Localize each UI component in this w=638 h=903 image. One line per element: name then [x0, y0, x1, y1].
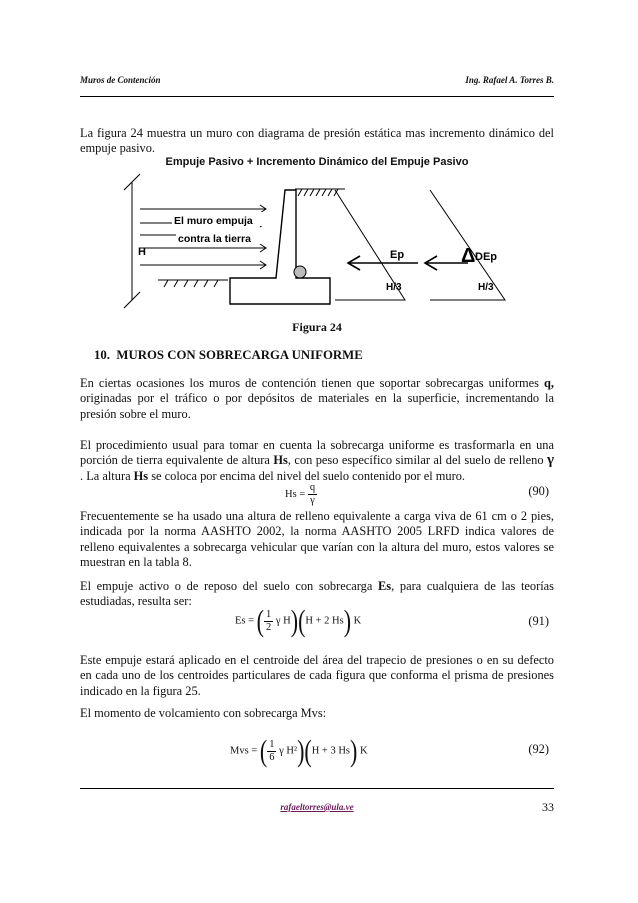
label-H: H: [138, 246, 146, 258]
eq91-paren: H + 2 Hs: [305, 615, 344, 627]
label-H3-b: H/3: [478, 282, 494, 293]
eq92-number: (92): [528, 742, 549, 756]
retaining-wall: [230, 190, 330, 304]
eq90-lhs: Hs: [285, 488, 297, 500]
height-dimension: [124, 174, 140, 308]
equation-90: Hs = $\frac{q}{\gamma}$ (90): [285, 482, 549, 506]
section-number: 10.: [94, 348, 110, 362]
eq90-number: (90): [528, 484, 549, 498]
figure-24-diagram: [80, 168, 554, 318]
label-push-2: contra la tierra: [178, 233, 251, 245]
eq92-paren: H + 3 Hs: [311, 745, 351, 757]
eq92-body: γ H²: [279, 745, 298, 757]
paragraph-3: Frecuentemente se ha usado una altura de relleno equivalente a carga viva de 61 cm o 2 pies, indicada por la norma AASHTO 2002, la norma AASHTO 2005 LRFD indica valores de relleno equivalentes a sobrecarga vehicular que varían con la altura del muro, estos valores se muestran en la tabla 8.: [80, 509, 554, 570]
ground-hatch-bottom: [158, 280, 228, 287]
label-H3-a: H/3: [386, 282, 402, 293]
label-Ep: Ep: [390, 249, 405, 261]
eq91-tail: K: [353, 615, 362, 627]
label-DEp: DEp: [475, 251, 497, 263]
eq92-tail: K: [359, 745, 368, 757]
section-heading: [94, 348, 363, 363]
eq91-number: (91): [528, 614, 549, 628]
eq90-num: q: [309, 482, 316, 493]
paragraph-4: El empuje activo o de reposo del suelo con sobrecarga Es, para cualquiera de las teorías estudiadas, resulta ser:: [80, 579, 554, 609]
header-rule: [80, 96, 554, 97]
header-left: Muros de Contención: [80, 75, 161, 85]
wall-pivot-icon: [294, 266, 306, 278]
paragraph-2: El procedimiento usual para tomar en cuenta la sobrecarga uniforme es trasformarla en una porción de tierra equivalente de altura Hs, con peso específico similar al del suelo de relleno γ . La altura Hs se coloca por encima del nivel del suelo contenido por el muro.: [80, 438, 554, 483]
label-push-1: El muro empuja: [174, 215, 253, 227]
page-number: 33: [542, 800, 554, 814]
footer-rule: [80, 788, 554, 789]
paragraph-5: Este empuje estará aplicado en el centroide del área del trapecio de presiones o en su defecto en cada uno de los centroides particulares de cada figura que conforma el prisma de presiones indicado en la figura 25.: [80, 653, 554, 698]
eq91-body: γ H: [275, 615, 291, 627]
section-title: MUROS CON SOBRECARGA UNIFORME: [116, 348, 363, 362]
paragraph-1: En ciertas ocasiones los muros de contención tienen que soportar sobrecargas uniformes q, originadas por el tráfico o por depósitos de materiales en la superficie, incrementando la presión sobre el muro.: [80, 376, 554, 421]
equation-92: Mvs = ( $\frac{1}{6}$ γ H²)(H + 3 Hs) K (92): [230, 732, 549, 768]
paragraph-6: El momento de volcamiento con sobrecarga Mvs:: [80, 706, 327, 720]
equation-91: Es = ( $\frac{1}{2}$ γ H)(H + 2 Hs) K (91): [235, 602, 549, 638]
ground-hatch-top: [295, 189, 345, 196]
header-right: Ing. Rafael A. Torres B.: [465, 75, 554, 85]
eq91-lhs: Es =: [235, 615, 255, 627]
eq90-den: γ: [310, 495, 315, 506]
eq92-lhs: Mvs =: [230, 745, 258, 757]
intro-paragraph: La figura 24 muestra un muro con diagrama de presión estática mas incremento dinámico del empuje pasivo.: [80, 126, 554, 156]
figure-title: Empuje Pasivo + Incremento Dinámico del Empuje Pasivo: [165, 156, 469, 168]
label-delta: Δ: [461, 245, 476, 267]
figure-caption: Figura 24: [292, 320, 342, 334]
footer-email-link[interactable]: rafaeltorres@ula.ve: [280, 802, 354, 812]
